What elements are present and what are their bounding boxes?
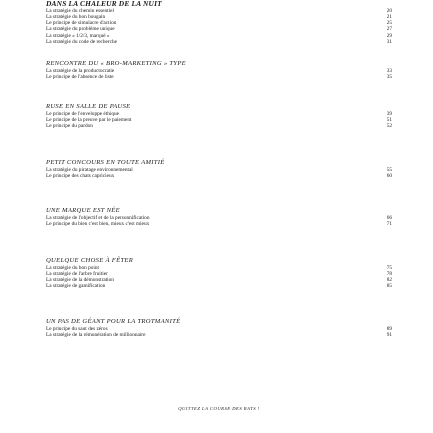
section-title: PETIT CONCOURS EN TOUTE AMITIÉ [46, 159, 165, 166]
entry-text: La stratégie du problème unique [46, 26, 115, 33]
table-of-contents [46, 0, 392, 433]
entry-text: La stratégie du chemin essentiel [46, 8, 114, 14]
toc-section [46, 0, 392, 45]
page-number: 20 [386, 8, 392, 14]
page-number: 52 [386, 123, 392, 130]
entry-text: La stratégie du piratage environnemental [46, 167, 133, 173]
entry-text: La stratégie de la rémunération de millionnaire [46, 332, 146, 339]
entry-text: La stratégie du code de recherche [46, 38, 118, 45]
entry-text: La stratégie de l'arbre fruitier [46, 271, 108, 278]
page-number: 31 [386, 38, 392, 45]
toc-entry [46, 39, 392, 45]
page-number: 35 [386, 74, 392, 81]
toc-section [46, 159, 392, 179]
toc-entry [46, 74, 392, 80]
section-title: RUSE EN SALLE DE PAUSE [46, 103, 131, 110]
entry-text: Le principe du bien c'est bien, mieux c'est mieux [46, 221, 150, 228]
toc-section [46, 103, 392, 129]
section-title: DANS LA CHALEUR DE LA NUIT [46, 0, 162, 8]
page-number: 82 [386, 277, 392, 284]
toc-entry [46, 221, 392, 227]
section-title: QUELQUE CHOSE À FÊTER [46, 257, 134, 264]
entry-text: La stratégie de gamification [46, 283, 106, 290]
toc-entry [46, 283, 392, 289]
entry-text: Le principe de l'absence de liste [46, 74, 114, 81]
page-number: 21 [386, 14, 392, 21]
toc-section [46, 207, 392, 227]
entry-text: Le principe du saut des zéros [46, 326, 108, 332]
entry-text: La stratégie du bon point [46, 265, 99, 271]
entry-text: La stratégie du bon bougain [46, 14, 106, 21]
entry-text: Le principe du pardon [46, 123, 93, 130]
page-number: 78 [386, 271, 392, 278]
page-number: 89 [386, 326, 392, 332]
page-number: 29 [386, 32, 392, 39]
page-number: 66 [386, 215, 392, 221]
section-title: UN PAS DE GÉANT POUR LA TROTMANITÉ [46, 318, 181, 325]
entry-text: Le principe de l'enveloppe éthique [46, 111, 120, 117]
page-number: 71 [386, 221, 392, 228]
section-title: RENCONTRE DU « BRO-MARKETING » TYPE [46, 60, 186, 67]
page-number: 27 [386, 26, 392, 33]
page-number: 39 [386, 111, 392, 117]
entry-text: La stratégie de la productocratie [46, 68, 115, 74]
page-number: 85 [386, 283, 392, 290]
toc-section [46, 60, 392, 80]
toc-entry [46, 332, 392, 338]
page-number: 55 [386, 167, 392, 173]
page-number: 60 [386, 173, 392, 180]
page-number: 25 [386, 20, 392, 27]
page-number: 91 [386, 332, 392, 339]
entry-text: Le principe de simulacre d'action [46, 20, 117, 27]
page-number: 33 [386, 68, 392, 74]
entry-text: Le principe des chats capricieux [46, 173, 115, 180]
entry-text: La stratégie « 1/2/3, marqué » [46, 32, 110, 39]
section-title: UNE MARQUE EST NÉE [46, 207, 120, 214]
entry-text: La stratégie de la démonstration [46, 277, 114, 284]
toc-section [46, 318, 392, 338]
entry-text: La stratégie de l'objectif et de la personnification [46, 215, 150, 221]
toc-entry [46, 123, 392, 129]
entry-text: Le principe de la preuve par le paiement [46, 117, 132, 124]
toc-entry [46, 173, 392, 179]
page-footer: QUITTEZ LA COURSE DES RATS ! [178, 406, 260, 411]
page-number: 75 [386, 265, 392, 271]
toc-section [46, 257, 392, 290]
page-number: 51 [386, 117, 392, 124]
